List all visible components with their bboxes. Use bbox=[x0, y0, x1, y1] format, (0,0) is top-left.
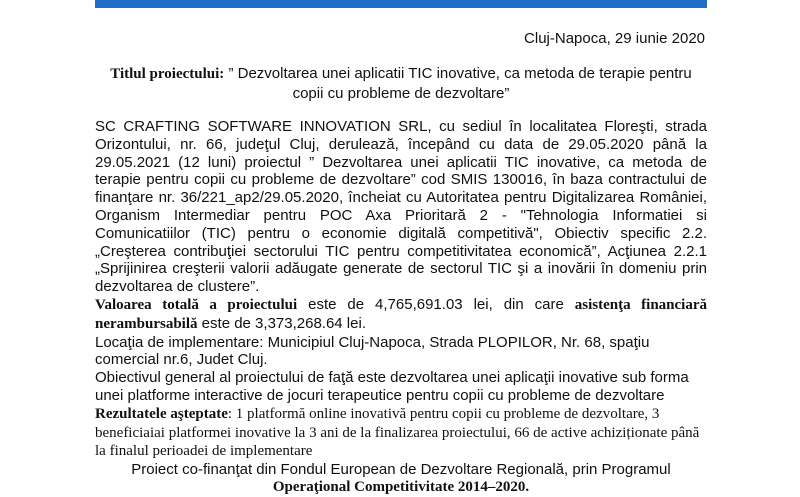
total-value-text: este de 4,765,691.03 lei, din care bbox=[297, 295, 575, 313]
top-blue-bar bbox=[95, 0, 707, 8]
project-title-line2: copii cu probleme de dezvoltare” bbox=[292, 85, 510, 102]
document-date: Cluj-Napoca, 29 iunie 2020 bbox=[524, 30, 705, 47]
expected-results bbox=[95, 405, 707, 461]
grant-value-text: este de 3,373,268.64 lei. bbox=[197, 314, 366, 332]
project-title bbox=[95, 64, 707, 103]
document-body bbox=[95, 118, 707, 497]
project-title-label: Titlul proiectului: bbox=[110, 66, 225, 82]
funding-footer-line2: Operaţional Competitivitate 2014–2020. bbox=[272, 478, 530, 495]
project-title-line1: ” Dezvoltarea unei aplicatii TIC inovative, ca metoda de terapie pentru bbox=[224, 65, 692, 82]
project-value-paragraph bbox=[95, 296, 707, 334]
expected-results-label: Rezultatele aşteptate bbox=[95, 405, 228, 422]
expected-results-text: : 1 platformă online inovativă pentru copii cu probleme de dezvoltare, 3 beneficiaiai platformei inovative la 3 ani de la finalizarea proiectului, 66 de active achiziționate până la finalul perioadei de implementare bbox=[95, 405, 700, 460]
total-value-label: Valoarea totală a proiectului bbox=[95, 296, 298, 313]
funding-footer bbox=[95, 461, 707, 497]
general-objective: Obiectivul general al proiectului de faţă este dezvoltarea unei aplicaţii inovative sub forma unei platforme interactive de jocuri terapeutice pentru copii cu probleme de dezvoltare bbox=[95, 369, 689, 404]
implementation-location: Locaţia de implementare: Municipiul Cluj-Napoca, Strada PLOPILOR, Nr. 68, spaţiu comercial nr.6, Judet Cluj. bbox=[95, 333, 650, 369]
funding-footer-line1: Proiect co-finanţat din Fondul European de Dezvoltare Regională, prin Programul bbox=[131, 461, 671, 479]
grant-label: asistenţa financiară nerambursabilă bbox=[95, 296, 707, 332]
project-description-paragraph: SC CRAFTING SOFTWARE INNOVATION SRL, cu sediul în localitatea Floreşti, strada Orizontului, nr. 66, judeţul Cluj, derulează, începând cu data de 29.05.2020 până la 29.05.2021 (12 luni) proiectul ” Dezvoltarea unei aplicatii TIC inovative, ca metoda de terapie pentru copii cu probleme de dezvoltare” cod SMIS 130016, în baza contractului de finanţare nr. 36/221_ap2/29.05.2020, încheiat cu Autoritatea pentru Digitalizarea României, Organism Intermediar pentru POC Axa Prioritară 2 - "Tehnologia Informatiei si Comunicatiilor (TIC) pentru o economie digitală competitivă", Obiectiv specific 2.2. „Creşterea contribuţiei sectorului TIC pentru competitivitatea economică”, Acţiunea 2.2.1 „Sprijinirea creşterii valorii adăugate generate de sectorul TIC şi a inovării în domeniu prin dezvoltarea de clustere”. bbox=[95, 118, 707, 296]
